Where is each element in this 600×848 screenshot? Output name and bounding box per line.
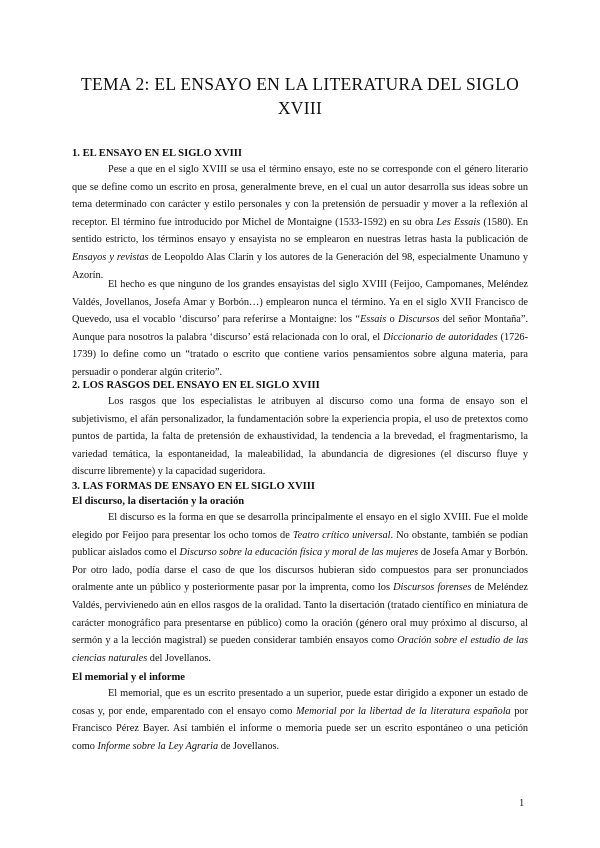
page-number: 1 xyxy=(519,798,525,809)
document-title: TEMA 2: EL ENSAYO EN LA LITERATURA DEL SIGLO XVIII xyxy=(80,74,520,118)
section-1 xyxy=(72,146,528,284)
section-3-subheading-2: El memorial y el informe xyxy=(72,672,185,683)
section-3-subheading-1: El discurso, la disertación y la oración xyxy=(72,496,245,507)
section-1-heading: 1. EL ENSAYO EN EL SIGLO XVIII xyxy=(72,148,243,159)
section-2-paragraph-1: Los rasgos que los especialistas le atribuyen al discurso como una forma de ensayo son el subjetivismo, el afán personalizador, la fundamentación sobre la experiencia propia, el uso de pretextos como puntos de partida, la falta de pretensión de exhaustividad, la tendencia a la brevedad, el fragmentarismo, la variedad temática, la espontaneidad, la maleabilidad, la abundancia de digresiones (el discurso fluye y discurre libremente) y la capacidad sugeridora. xyxy=(72,396,528,478)
section-2-heading: 2. LOS RASGOS DEL ENSAYO EN EL SIGLO XVIII xyxy=(72,380,320,391)
section-3-block-2 xyxy=(72,670,528,755)
section-1-paragraph-2: El hecho es que ninguno de los grandes ensayistas del siglo XVIII (Feijoo, Campomanes, Meléndez Valdés, Jovellanos, Josefa Amar y Borbón…) emplearon nunca el término. Ya en el siglo XVII Francisco de Quevedo, usa el vocablo ‘discurso’ para referirse a Montaigne: los “Essais o Discursos del señor Montaña”. Aunque para nosotros la palabra ‘discurso’ está relacionada con lo oral, el Diccionario de autoridades (1726-1739) lo define como un “tratado o escrito que contiene varios pensamientos sobre alguna materia, para persuadir o ponderar algún criterio”. xyxy=(72,279,529,378)
section-2 xyxy=(72,378,528,481)
section-1-paragraph-1: Pese a que en el siglo XVIII se usa el término ensayo, este no se corresponde con el género literario que se define como un escrito en prosa, generalmente breve, en el cual un autor desarrolla sus ideas sobre un tema determinado con carácter y estilo personales y con la pretensión de persuadir y mover a la reflexión al receptor. El término fue introducido por Michel de Montaigne (1533-1592) en su obra Les Essais (1580). En sentido estricto, los términos ensayo y ensayista no se emplearon en nuestras letras hasta la publicación de Ensayos y revistas de Leopoldo Alas Clarín y los autores de la Generación del 98, especialmente Unamuno y Azorín. xyxy=(72,164,528,281)
section-3-paragraph-1: El discurso es la forma en que se desarrolla principalmente el ensayo en el siglo XVIII. Fue el molde elegido por Feijoo para presentar los ocho tomos de Teatro crítico universal. No obstante, también se podían publicar aislados como el Discurso sobre la educación física y moral de las mujeres de Josefa Amar y Borbón. Por otro lado, podía darse el caso de que los discursos hubieran sido compuestos para ser pronunciados oralmente ante un público y posteriormente pasar por la imprenta, como los Discursos forenses de Meléndez Valdés, pervivienedo aún en ellos rasgos de la oralidad. Tanto la disertación (tratado científico en miniatura de carácter monográfico para presentarse en público) como la oración (género oral muy próximo al discurso, al sermón y a la lección magistral) se pueden considerar también ensayos como Oración sobre el estudio de las ciencias naturales del Jovellanos. xyxy=(72,512,529,664)
section-3 xyxy=(72,479,528,667)
section-1-block-2 xyxy=(72,276,528,382)
section-3-heading: 3. LAS FORMAS DE ENSAYO EN EL SIGLO XVIII xyxy=(72,481,316,492)
section-3-paragraph-2: El memorial, que es un escrito presentado a un superior, puede estar dirigido a exponer un estado de cosas y, por ende, emparentado con el ensayo como Memorial por la libertad de la literatura española por Francisco Pérez Bayer. Así también el informe o memoria puede ser un escrito espontáneo o una petición como Informe sobre la Ley Agraria de Jovellanos. xyxy=(72,688,528,752)
